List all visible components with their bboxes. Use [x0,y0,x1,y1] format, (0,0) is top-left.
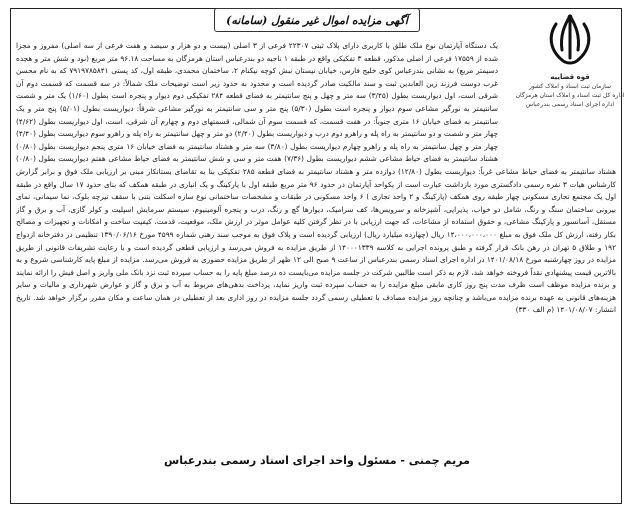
signature-line: مریم چمنی - مسئول واحد اجرای اسناد رسمی بندرعباس [164,454,470,467]
judiciary-label: قوه قضاییه [550,73,590,81]
notice-body-text: یک دستگاه آپارتمان نوع ملک طلق با کاربری دارای پلاک ثبتی ۲۲۳۰۷ فرعی از ۳ اصلی (بیست و دو هزار و سیصد و هفت فرعی از سه اصلی) مفروز و مجزا شده از ۱۷۵۵۹ فرعی از اصلی مذکور، قطعه ۳ تفکیکی واقع در طبقه ۱ ناحیه دو بندرعباس استان هرمزگان به مساحت ۹۶.۱۸ متر مربع (نود و شش متر و هجده دسیمتر مربع) به نشانی بندرعباس کوی خلیج فارس، خیابان نیستان نبش کوچه نیکنام ۲، ساختمان محمدی، طبقه اول، کد پستی ۷۹۱۹۷۸۵۸۴۱ که به نام محسن غرب دوست فرزند زین العابدین ثبت و سند مالکیت صادر گردیده است و محدود به حدود زیر است توضیحات ملک شمالاً: در سه قسمت که قسمت دوم آن شرقی است، اول دیواریست بطول (۳/۴۵) سه متر و چهل و پنج سانتیمتر به فضای قطعه ۲۸۴ تفکیکی دوم دیوار و پنجره است بطول (۱/۶۰) یک متر و شصت سانتیمتر به نورگیر مشاعی سوم دیوار و پنجره است بطول (۵/۳۰) پنج متر و سی سانتیمتر به نورگیر مشاعی شرقاً: دیواریست بطول (۵/۰۱) پنج متر و یک سانتیمتر به فضای خیابان ۱۶ متری جنوباً: در هفت قسمت، که قسمت سوم آن شمالی، قسمتهای دوم و چهارم آن شرقی، است، اول دیواریست بطول (۴/۶۲) چهار متر و شصت و دو سانتیمتر به راه پله و راهرو دوم درب و دیواریست بطول (۲/۴۰) دو متر و چهل سانتیمتر به راه پله و راهرو سوم دیواریست بطول (۴/۴۰) چهار متر و چهل سانتیمتر به راه پله و راهرو چهارم دیواریست بطول (۳/۸۰) سه متر و هشتاد سانتیمتر به فضای خیابان ۱۶ متری پنجم دیواریست بطول (۰/۸۰) هشتاد سانتیمتر به فضای حیاط مشاعی ششم دیواریست بطول (۷/۳۶) هفت متر و سی و شش سانتیمتر به فضای حیاط مشاعی هفتم دیواریست بطول (۰/۸۰) هشتاد سانتیمتر به فضای حیاط مشاعی غرباً: دیواریست بطول (۱۲/۸۰) دوازده متر و هشتاد سانتیمتر به فضای قطعه ۲۸۵ تفکیکی بنا به تقاضای بستانکار مبنی بر ارزیابی ملک فوق و برابر گزارش کارشناس هیات ۳ نفره رسمی دادگستری مورد بازداشت عبارت است از یکواحد آپارتمان در حدود ۹۶ متر مربع طبقه اول با پارکینگ و یک انباری در طبقه همکف که بنای حدود ۱۷ سال واقع در طبقه اول یک مجتمع تجاری مسکونی چهار طبقه روی همکف (پارکینگ و ۲ واحد تجاری ) ۶ واحد مسکونی در طبقات و مشخصات ساختمانی نوع سازه اسکلت بتنی با سقف تیرچه بلوک، نما سیمانی، نمای بیرونی ساختمان سنگ و رنگ، شامل دو خواب، پذیرایی، آشپزخانه و سرویس‌ها، کف سرامیک، دیوارها گچ و رنگ، درب و پنجره آلومینیوم، سیستم سرمایش اسپلیت و کولر گازی، آب و برق و گاز مستقل، آسانسور و پارکینگ مشاعی، و حقوق استفاده از مشاعات، که جهت ارزیابی با در نظر گرفتن کلیه عوامل موثر در ارزش ملک، موقعیت، قدمت، کیفیت ساخت و امکانات و تجهیزات و مصالح بکار رفته، ارزش کل ملک فوق به مبلغ ۱۴،۰۰۰،۰۰۰،۰۰۰ ریال (چهارده میلیارد ریال) ارزیابی گردیده است و پلاک فوق به موجب سند رهنی شماره ۴۵۹۹ مورخ ۱۳۹۰/۰۶/۱۶ تنظیمی در دفترخانه ازدواج ۱۹۲ و طلاق ۵ تهران در رهن بانک قرار گرفته و طبق پرونده اجرایی به کلاسه ۱۴۰۰۰۱۳۳۹ از طریق مزایده به فروش می‌رسد و ارزیابی قطعی گردیده است و با رعایت تشریفات قانونی از طریق مزایده در روز چهارشنبه مورخ ۱۴۰۱/۰۸/۱۸ در اداره اجرای اسناد رسمی بندرعباس از ساعت ۹ صبح الی ۱۲ ظهر از طریق مزایده حضوری به فروش می‌رسد. مزایده از مبلغ پایه کارشناسی شروع و به بالاترین قیمت پیشنهادی نقداً فروخته خواهد شد، لازم به ذکر است طالبین شرکت در جلسه مزایده می‌بایست ده درصد مبلغ پایه را به حساب سپرده ثبت نزد بانک ملی واریز و اصل فیش را ارائه نمایند و برنده مزایده موظف است ظرف مدت پنج روز کاری مابقی مبلغ مزایده را به حساب سپرده ثبت واریز نماید، پرداخت بدهی‌های مربوط به آب و برق و گاز و عوارض شهرداری و مالیات و سایر هزینه‌های قانونی به عهده برنده مزایده می‌باشد و چنانچه روز مزایده مصادف با تعطیلی رسمی گردد جلسه مزایده در روز اداری بعد از تعطیلی در همان ساعت و مکان مقرر برگزار خواهد شد. تاریخ انتشار: ۱۴۰۱/۰۸/۰۷ (م الف ۳۳۰) [16,41,616,315]
notice-title: آگهی مزایده اموال غیر منقول (سامانه) [214,8,420,32]
notice-body [16,40,616,448]
organization-lines: سازمان ثبت اسناد و املاک کشور اداره کل ثبت اسناد و املاک استان هرمزگان اداره اجرای اسناد رسمی بندرعباس [515,83,625,108]
